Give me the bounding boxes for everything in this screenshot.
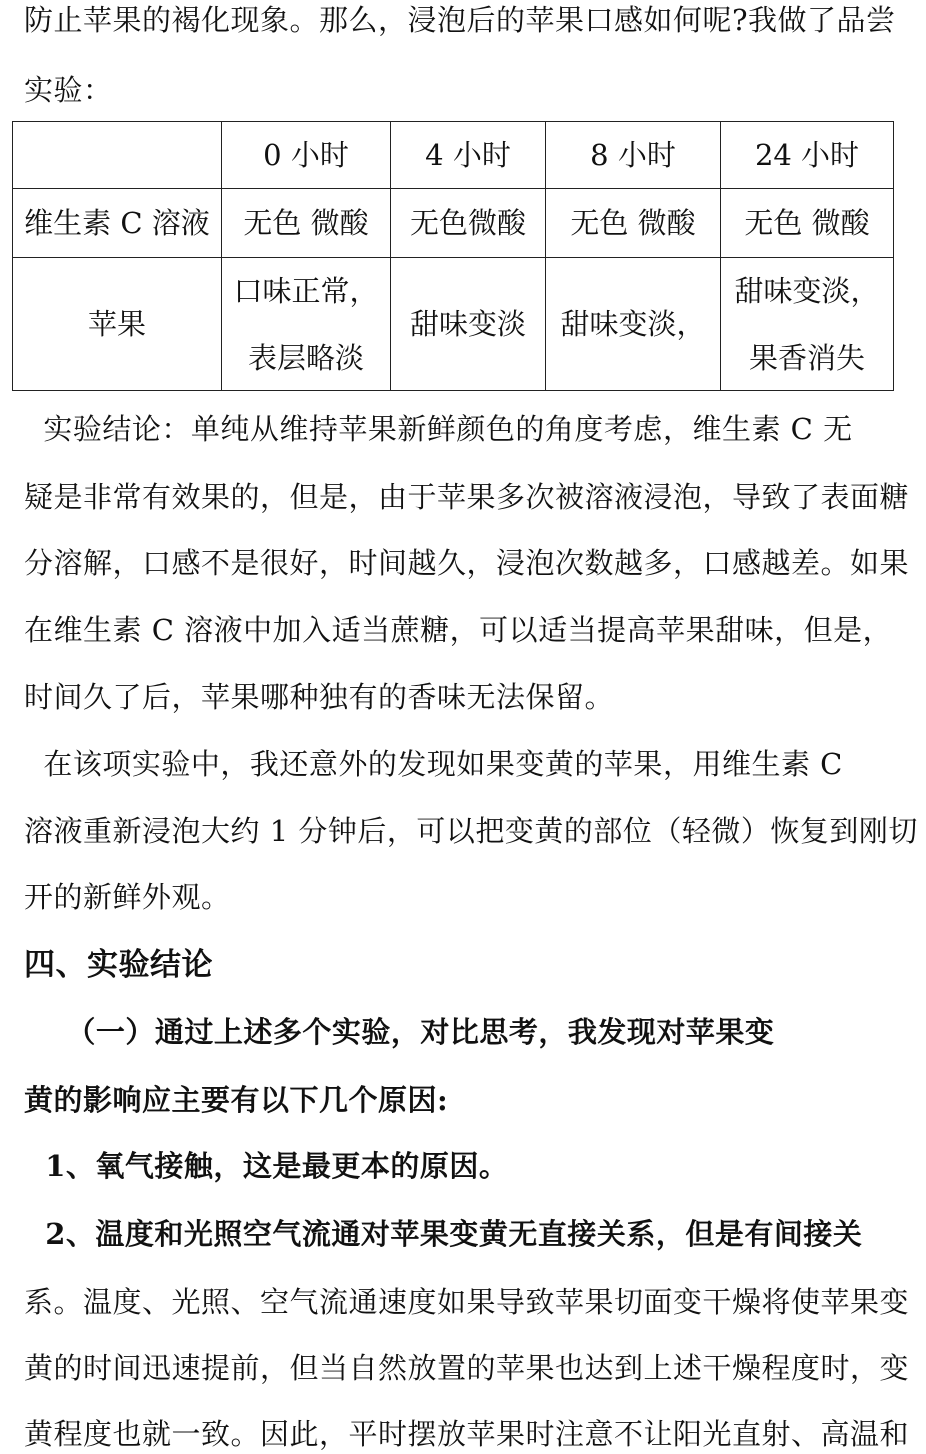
paragraph-line: 黄的时间迅速提前，但当自然放置的苹果也达到上述干燥程度时，变	[24, 1351, 910, 1385]
table-row	[13, 189, 894, 258]
table-cell	[721, 258, 894, 391]
paragraph-line: 溶液重新浸泡大约 1 分钟后，可以把变黄的部位（轻微）恢复到刚切	[24, 814, 918, 848]
table-header-cell	[13, 122, 222, 189]
table-header-row	[13, 122, 894, 189]
section-subheading-line: 黄的影响应主要有以下几个原因:	[24, 1083, 449, 1117]
paragraph-line: 在维生素 C 溶液中加入适当蔗糖，可以适当提高苹果甜味，但是，	[24, 613, 893, 647]
table-cell: 甜味变淡，	[546, 258, 721, 391]
paragraph-line: 疑是非常有效果的，但是，由于苹果多次被溶液浸泡，导致了表面糖	[24, 480, 910, 514]
paragraph-line: 分溶解，口感不是很好，时间越久，浸泡次数越多，口感越差。如果	[24, 546, 910, 580]
row-label: 维生素 C 溶液	[13, 189, 222, 258]
section-heading: 四、实验结论	[24, 947, 213, 983]
cell-line: 果香消失	[748, 340, 865, 375]
cell-line: 口味正常，	[233, 273, 379, 308]
paragraph-line: 开的新鲜外观。	[24, 880, 231, 914]
table-cell	[222, 258, 391, 391]
table-cell: 无色 微酸	[222, 189, 391, 258]
cell-line: 甜味变淡，	[734, 273, 880, 308]
table-cell: 无色微酸	[391, 189, 546, 258]
table-header-cell: 8 小时	[546, 122, 721, 189]
intro-line-2: 实验：	[24, 73, 113, 107]
point-2-lead: 2、温度和光照空气流通对苹果变黄无直接关系，但是有间接关	[24, 1217, 863, 1251]
row-label: 苹果	[13, 258, 222, 391]
table-header-cell: 4 小时	[391, 122, 546, 189]
cell-line: 表层略淡	[247, 340, 364, 375]
table-cell: 无色 微酸	[721, 189, 894, 258]
table-header-cell: 0 小时	[222, 122, 391, 189]
tasting-table	[12, 121, 894, 391]
paragraph-line: 实验结论：单纯从维持苹果新鲜颜色的角度考虑，维生素 C 无	[24, 412, 853, 446]
section-subheading-line: （一）通过上述多个实验，对比思考，我发现对苹果变	[24, 1015, 775, 1049]
paragraph-line: 系。温度、光照、空气流通速度如果导致苹果切面变干燥将使苹果变	[24, 1285, 910, 1319]
table-header-cell: 24 小时	[721, 122, 894, 189]
table-cell: 甜味变淡	[391, 258, 546, 391]
intro-line-1: 防止苹果的褐化现象。那么，浸泡后的苹果口感如何呢?我做了品尝	[24, 3, 896, 37]
table-cell: 无色 微酸	[546, 189, 721, 258]
point-1: 1、氧气接触，这是最更本的原因。	[24, 1149, 509, 1183]
paragraph-line: 在该项实验中，我还意外的发现如果变黄的苹果，用维生素 C	[24, 747, 843, 781]
paragraph-line: 时间久了后，苹果哪种独有的香味无法保留。	[24, 680, 615, 714]
paragraph-line: 黄程度也就一致。因此，平时摆放苹果时注意不让阳光直射、高温和	[24, 1417, 910, 1451]
table-row	[13, 258, 894, 391]
